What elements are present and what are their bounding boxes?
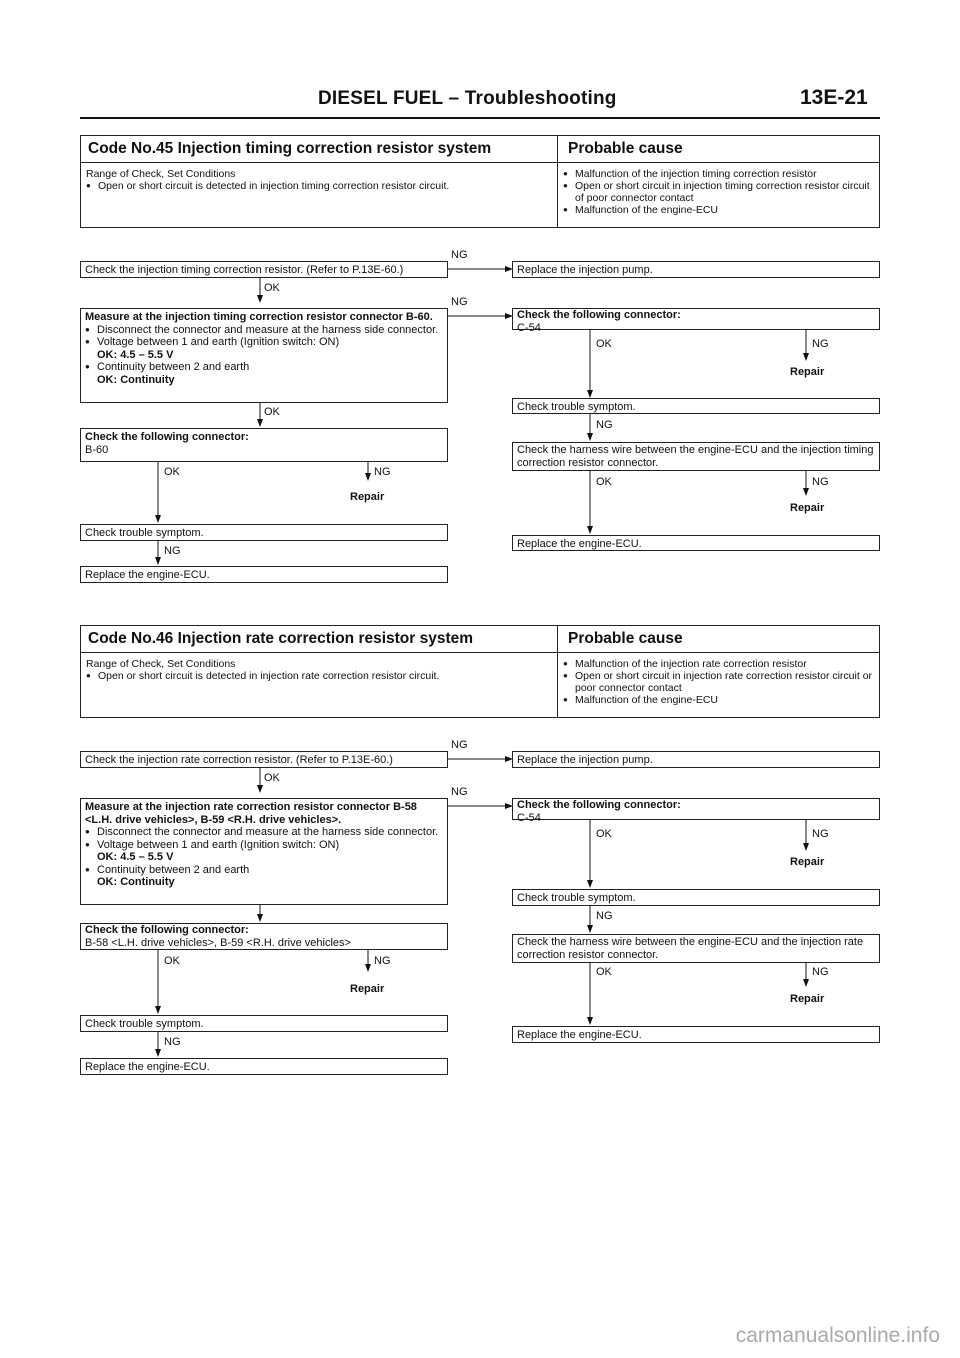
repair-label: Repair <box>790 366 825 378</box>
step-ok: OK: Continuity <box>97 876 175 888</box>
step-text: Check the harness wire between the engine-ECU and the injection rate correction resistor connector. <box>517 936 864 961</box>
cause-list <box>563 168 873 216</box>
cause-item: ● Open or short circuit in injection rate correction resistor circuit or poor connector contact <box>563 670 873 694</box>
step-measure-connector <box>80 308 448 403</box>
probable-cause-heading: Probable cause <box>568 140 683 157</box>
connector-id: B-60 <box>85 443 109 456</box>
step-replace-pump <box>512 751 880 768</box>
page-title: DIESEL FUEL – Troubleshooting <box>318 88 617 109</box>
step-check-connector-right <box>512 798 880 824</box>
ng-label: NG <box>451 249 468 261</box>
cause-list <box>563 658 873 706</box>
cause-item: ● Open or short circuit in injection timing correction resistor circuit of poor connector contact <box>563 180 873 204</box>
step-text: Check the harness wire between the engine-ECU and the injection timing correction resistor connector. <box>517 444 874 469</box>
step-title: Check the following connector: <box>517 799 681 811</box>
step-title: Check the following connector: <box>85 924 249 936</box>
repair-label: Repair <box>350 491 385 503</box>
step-check-connector-left <box>80 428 448 462</box>
step-check-trouble <box>80 524 448 541</box>
step-replace-ecu-right <box>512 1026 880 1043</box>
step-text: Replace the engine-ECU. <box>85 1061 210 1073</box>
step-body <box>81 429 447 458</box>
step-ok: OK: Continuity <box>97 373 175 386</box>
ok-label: OK <box>264 772 280 784</box>
step-text: Check the injection timing correction resistor. (Refer to P.13E-60.) <box>85 264 404 276</box>
step-text: Check trouble symptom. <box>517 401 636 413</box>
step-replace-ecu <box>80 566 448 583</box>
step-item: ● Continuity between 2 and earth <box>85 361 443 374</box>
table-divider <box>557 136 558 227</box>
ng-label: NG <box>812 476 829 488</box>
step-body <box>513 309 879 336</box>
probable-cause-heading: Probable cause <box>568 630 683 647</box>
cause-item: ● Malfunction of the engine-ECU <box>563 694 873 706</box>
connector-id: B-58 <L.H. drive vehicles>, B-59 <R.H. drive vehicles> <box>85 936 351 949</box>
step-text: Replace the engine-ECU. <box>85 569 210 581</box>
connector-id: C-54 <box>517 321 541 334</box>
step-text: Check trouble symptom. <box>517 892 636 904</box>
ng-label: NG <box>596 419 613 431</box>
step-replace-ecu-right <box>512 535 880 551</box>
connector-id: C-54 <box>517 811 541 824</box>
page-number: 13E-21 <box>800 86 868 109</box>
ok-label: OK <box>596 338 612 350</box>
ng-label: NG <box>812 828 829 840</box>
range-title: Range of Check, Set Conditions <box>86 168 236 180</box>
step-item: ● Voltage between 1 and earth (Ignition switch: ON) <box>85 839 443 852</box>
step-body <box>513 799 879 826</box>
code45-title: Code No.45 Injection timing correction resistor system <box>88 140 492 157</box>
step-replace-ecu <box>80 1058 448 1075</box>
step-check-trouble-right <box>512 889 880 906</box>
range-item: ● Open or short circuit is detected in injection timing correction resistor circuit. <box>86 180 551 192</box>
ok-label: OK <box>164 466 180 478</box>
step-replace-pump <box>512 261 880 278</box>
step-text: Replace the engine-ECU. <box>517 1029 642 1041</box>
step-title: Check the following connector: <box>517 309 681 321</box>
step-ok: OK: 4.5 – 5.5 V <box>97 348 174 361</box>
step-item: ● Voltage between 1 and earth (Ignition switch: ON) <box>85 336 443 349</box>
step-text: Check the injection rate correction resistor. (Refer to P.13E-60.) <box>85 754 393 766</box>
repair-label: Repair <box>350 983 385 995</box>
ng-label: NG <box>812 966 829 978</box>
ng-label: NG <box>164 1036 181 1048</box>
step-check-trouble <box>80 1015 448 1032</box>
ng-label: NG <box>596 910 613 922</box>
step-item: ● Disconnect the connector and measure at the harness side connector. <box>85 324 443 337</box>
step-title: Check the following connector: <box>85 431 249 443</box>
ng-label: NG <box>164 545 181 557</box>
step-item: ● Disconnect the connector and measure at the harness side connector. <box>85 826 443 839</box>
step-title: Measure at the injection rate correction resistor connector B-58 <L.H. drive vehicles>, B-59 <R.H. drive vehicles>. <box>85 801 417 826</box>
range-section <box>86 168 551 192</box>
cause-item: ● Malfunction of the injection timing correction resistor <box>563 168 873 180</box>
step-body <box>81 799 447 891</box>
repair-label: Repair <box>790 993 825 1005</box>
range-section <box>86 658 551 682</box>
step-check-trouble-right <box>512 398 880 414</box>
ng-label: NG <box>374 955 391 967</box>
ng-label: NG <box>451 786 468 798</box>
ng-label: NG <box>374 466 391 478</box>
ok-label: OK <box>164 955 180 967</box>
range-item: ● Open or short circuit is detected in injection rate correction resistor circuit. <box>86 670 551 682</box>
step-check-harness <box>512 934 880 963</box>
step-check-resistor <box>80 751 448 768</box>
ng-label: NG <box>451 296 468 308</box>
table-rule <box>81 652 879 653</box>
ok-label: OK <box>264 406 280 418</box>
repair-label: Repair <box>790 856 825 868</box>
step-text: Check trouble symptom. <box>85 527 204 539</box>
ng-label: NG <box>812 338 829 350</box>
repair-label: Repair <box>790 502 825 514</box>
range-title: Range of Check, Set Conditions <box>86 658 236 670</box>
ng-label: NG <box>451 739 468 751</box>
ok-label: OK <box>596 476 612 488</box>
code46-table <box>80 625 880 718</box>
step-title: Measure at the injection timing correction resistor connector B-60. <box>85 311 433 323</box>
step-check-connector-right <box>512 308 880 334</box>
ok-label: OK <box>264 282 280 294</box>
watermark[interactable]: carmanualsonline.info <box>735 1324 940 1347</box>
step-body <box>81 924 447 951</box>
step-body <box>81 309 447 388</box>
cause-item: ● Malfunction of the engine-ECU <box>563 204 873 216</box>
ok-label: OK <box>596 966 612 978</box>
step-text: Replace the injection pump. <box>517 264 653 276</box>
table-divider <box>557 626 558 717</box>
ok-label: OK <box>596 828 612 840</box>
cause-item: ● Malfunction of the injection rate correction resistor <box>563 658 873 670</box>
step-text: Check trouble symptom. <box>85 1018 204 1030</box>
code46-title: Code No.46 Injection rate correction resistor system <box>88 630 474 647</box>
step-ok: OK: 4.5 – 5.5 V <box>97 851 174 863</box>
code45-table <box>80 135 880 228</box>
step-text: Replace the engine-ECU. <box>517 538 642 550</box>
step-check-connector-left <box>80 923 448 950</box>
step-measure-connector <box>80 798 448 905</box>
step-check-resistor <box>80 261 448 278</box>
step-item: ● Continuity between 2 and earth <box>85 864 443 877</box>
table-rule <box>81 162 879 163</box>
step-text: Replace the injection pump. <box>517 754 653 766</box>
step-check-harness <box>512 442 880 471</box>
